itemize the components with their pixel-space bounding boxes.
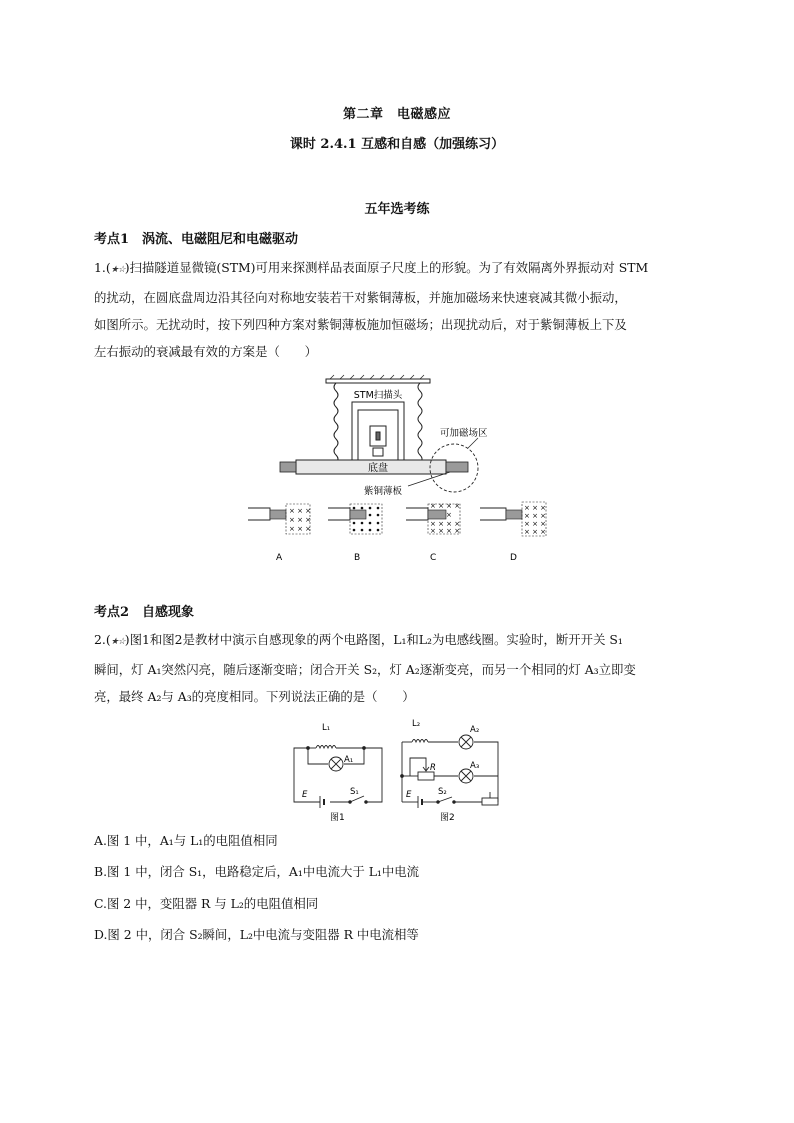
choice-a-label: A (276, 553, 283, 563)
question-2-line-2: 瞬间，灯 A₁突然闪亮，随后逐渐变暗；闭合开关 S₂，灯 A₂逐渐变亮，而另一个相同的灯 A₃立即变 (94, 662, 636, 677)
fig1-switch-label: S₁ (350, 787, 359, 797)
question-1-line-3: 如图所示。无扰动时，按下列四种方案对紫铜薄板施加恒磁场；出现扰动后，对于紫铜薄板上下及 (94, 317, 627, 332)
svg-text:× × × ×: × × × × (430, 527, 461, 535)
svg-text:× × ×: × × × (289, 507, 312, 515)
question-2-line-3: 亮，最终 A₂与 A₃的亮度相同。下列说法正确的是（ ） (94, 689, 415, 704)
question-1-line-4: 左右振动的衰减最有效的方案是（ ） (94, 344, 318, 359)
question-2-number: 2.( (94, 632, 111, 647)
stm-scan-head (352, 402, 404, 460)
fig1-inductor-label: L₁ (322, 723, 331, 733)
option-d: D.图 2 中，闭合 S₂瞬间，L₂中电流与变阻器 R 中电流相等 (94, 927, 419, 942)
stm-apparatus-figure (240, 374, 560, 564)
fig2-inductor-label: L₂ (412, 719, 421, 729)
svg-text:× × ×: × × × (524, 528, 547, 536)
svg-text:× × ×: × × × (524, 512, 547, 520)
question-1-line-2: 的扰动，在圆底盘周边沿其径向对称地安装若干对紫铜薄板，并施加磁场来快速衰减其微小振动， (94, 290, 627, 305)
fig2-caption: 图2 (440, 813, 455, 823)
svg-text:× × ×: × × × (524, 504, 547, 512)
svg-text:× × ×: × × × (289, 525, 312, 533)
right-spring-icon (418, 383, 422, 471)
fig1-lamp-label: A₁ (344, 755, 354, 765)
copper-plate-right (446, 462, 468, 472)
svg-text:× × ×: × × × (524, 520, 547, 528)
plate-label: 紫铜薄板 (364, 486, 403, 497)
fig2-resistor-label: R (430, 763, 436, 773)
knowledge-point-2-title: 考点2 自感现象 (94, 605, 195, 620)
question-2-line-1: 2.(★☆)图1和图2是教材中演示自感现象的两个电路图，L₁和L₂为电感线圈。实验时，断开开关 S₁ (94, 632, 623, 647)
choice-c-diagram (406, 502, 460, 563)
choice-d-label: D (510, 553, 517, 563)
fig1-emf-label: E (302, 790, 308, 800)
svg-text:× × × ×: × × × × (430, 520, 461, 528)
svg-text:×: × (446, 511, 452, 519)
choice-c-label: C (430, 553, 437, 563)
left-spring-icon (334, 383, 338, 471)
circuit-figure-2 (401, 735, 498, 808)
option-c: C.图 2 中，变阻器 R 与 L₂的电阻值相同 (94, 896, 319, 911)
ceiling-support (326, 375, 430, 383)
lesson-title: 课时 2.4.1 互感和自感（加强练习） (289, 137, 505, 152)
choice-a-diagram (248, 504, 311, 563)
difficulty-star-icon: ★☆ (110, 637, 125, 647)
knowledge-point-1-title: 考点1 涡流、电磁阻尼和电磁驱动 (94, 232, 299, 247)
option-b: B.图 1 中，闭合 S₁，电路稳定后，A₁中电流大于 L₁中电流 (94, 864, 420, 879)
base-label: 底盘 (368, 463, 388, 474)
circuit-figures (286, 712, 512, 824)
option-a: A.图 1 中，A₁与 L₁的电阻值相同 (94, 833, 278, 848)
fig2-lamp-a2-label: A₂ (470, 725, 480, 735)
svg-text:× × ×: × × × (289, 516, 312, 524)
question-2-text (94, 626, 706, 710)
difficulty-star-icon: ★☆ (110, 265, 125, 275)
question-1-text (94, 254, 706, 365)
question-1-line-1: 1.(★☆)扫描隧道显微镜(STM)可用来探测样品表面原子尺度上的形貌。为了有效隔离外界振动对 STM (94, 260, 649, 275)
fig2-emf-label: E (406, 790, 412, 800)
chapter-title: 第二章 电磁感应 (342, 107, 451, 122)
choice-d-diagram (480, 502, 546, 563)
zone-label: 可加磁场区 (440, 428, 488, 439)
question-1-number: 1.( (94, 260, 111, 275)
fig2-switch-label: S₂ (438, 787, 447, 797)
choice-b-label: B (354, 553, 361, 563)
svg-text:× × × ×: × × × × (430, 502, 461, 510)
fig1-caption: 图1 (330, 813, 345, 823)
choice-b-diagram (328, 504, 382, 563)
stm-label: STM扫描头 (353, 390, 403, 401)
fig2-lamp-a3-label: A₃ (470, 761, 480, 771)
copper-plate-left (280, 462, 296, 472)
section-title: 五年选考练 (364, 202, 430, 217)
